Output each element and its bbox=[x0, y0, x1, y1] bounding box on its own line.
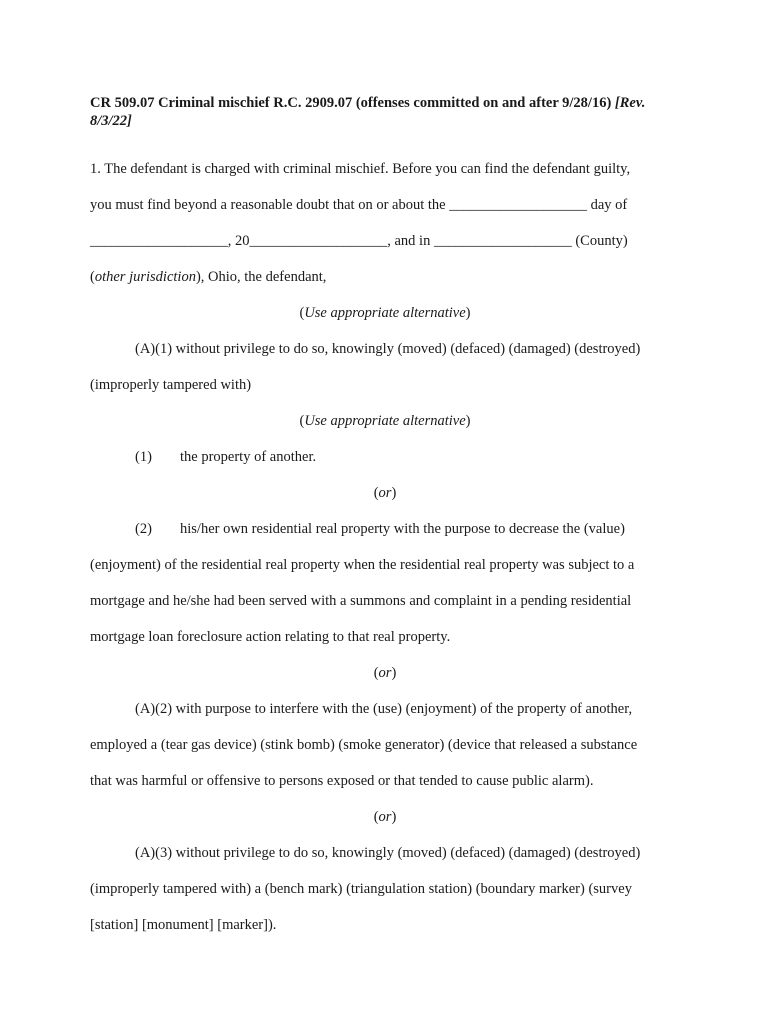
or-separator-2 bbox=[90, 655, 680, 691]
or-separator-1 bbox=[90, 475, 680, 511]
paren-open: ( bbox=[299, 305, 305, 321]
item-1-text: the property of another. bbox=[180, 449, 317, 465]
use-alternative-note-1 bbox=[90, 295, 680, 331]
or-separator-3 bbox=[90, 799, 680, 835]
use-alternative-note-2 bbox=[90, 403, 680, 439]
item-2-line-2: (enjoyment) of the residential real property when the residential real property was subject to a bbox=[90, 557, 635, 573]
document-title bbox=[90, 94, 680, 130]
title-revision: [Rev. 8/3/22] bbox=[90, 95, 646, 129]
paren-open: ( bbox=[373, 665, 379, 681]
paragraph-1-line-2: you must find beyond a reasonable doubt that on or about the ___________________ day of bbox=[90, 197, 628, 213]
section-a2-line-2: employed a (tear gas device) (stink bomb) (smoke generator) (device that released a substance bbox=[90, 737, 638, 753]
paragraph-1-line-1: 1. The defendant is charged with criminal mischief. Before you can find the defendant guilty, bbox=[90, 161, 631, 177]
item-2-line-3: mortgage and he/she had been served with a summons and complaint in a pending residential bbox=[90, 593, 632, 609]
section-a3-line-1: (A)(3) without privilege to do so, knowingly (moved) (defaced) (damaged) (destroyed) bbox=[135, 845, 641, 861]
section-a1-line-1: (A)(1) without privilege to do so, knowingly (moved) (defaced) (damaged) (destroyed) bbox=[135, 341, 641, 357]
paragraph-1-line-4-rest: ), Ohio, the defendant, bbox=[195, 269, 327, 285]
paragraph-1-line-3: ___________________, 20___________________, and in ___________________ (County) bbox=[90, 233, 628, 249]
paren-close: ) bbox=[391, 809, 397, 825]
paren-close: ) bbox=[465, 305, 471, 321]
or-text: or bbox=[378, 485, 392, 501]
paren-close: ) bbox=[391, 485, 397, 501]
paragraph-1-line-4 bbox=[90, 259, 680, 295]
paren-close: ) bbox=[391, 665, 397, 681]
section-a2-line-3: that was harmful or offensive to persons exposed or that tended to cause public alarm). bbox=[90, 773, 594, 789]
section-a1-line-2: (improperly tampered with) bbox=[90, 377, 252, 393]
other-jurisdiction-text: other jurisdiction bbox=[94, 269, 196, 285]
paren-open: ( bbox=[373, 485, 379, 501]
document-page bbox=[90, 94, 680, 943]
item-2-text: his/her own residential real property with the purpose to decrease the (value) bbox=[180, 521, 625, 537]
or-text: or bbox=[378, 809, 392, 825]
item-2-number: (2) bbox=[135, 521, 152, 537]
paren-close: ) bbox=[465, 413, 471, 429]
item-1 bbox=[90, 439, 680, 475]
paren-open: ( bbox=[90, 269, 95, 285]
item-2-line-4: mortgage loan foreclosure action relating to that real property. bbox=[90, 629, 451, 645]
or-text: or bbox=[378, 665, 392, 681]
item-1-number: (1) bbox=[135, 449, 152, 465]
item-2-line-1 bbox=[90, 511, 680, 547]
use-alternative-text: Use appropriate alternative bbox=[304, 413, 466, 429]
section-a3-line-3: [station] [monument] [marker]). bbox=[90, 917, 277, 933]
paren-open: ( bbox=[373, 809, 379, 825]
section-a3-line-2: (improperly tampered with) a (bench mark) (triangulation station) (boundary marker) (survey bbox=[90, 881, 632, 897]
use-alternative-text: Use appropriate alternative bbox=[304, 305, 466, 321]
paren-open: ( bbox=[299, 413, 305, 429]
title-main: CR 509.07 Criminal mischief R.C. 2909.07 (offenses committed on and after 9/28/16) bbox=[90, 95, 615, 111]
section-a2-line-1: (A)(2) with purpose to interfere with the (use) (enjoyment) of the property of another, bbox=[135, 701, 633, 717]
